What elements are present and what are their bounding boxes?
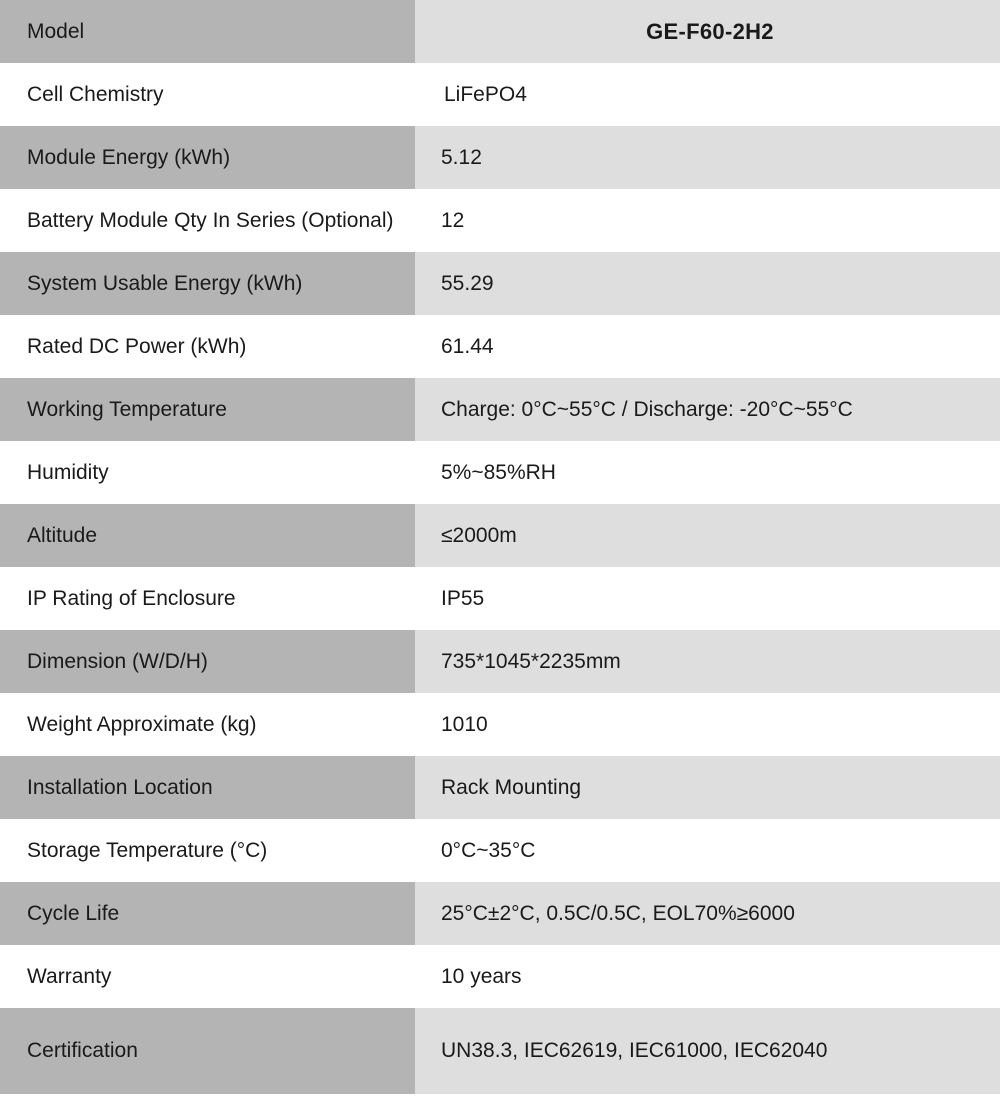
row-label: Installation Location: [0, 756, 415, 819]
row-label: Battery Module Qty In Series (Optional): [0, 189, 415, 252]
row-value: Rack Mounting: [415, 756, 1000, 819]
table-row: [0, 756, 1000, 819]
row-value: 735*1045*2235mm: [415, 630, 1000, 693]
row-label: IP Rating of Enclosure: [0, 567, 415, 630]
row-label: Storage Temperature (°C): [0, 819, 415, 882]
table-row: [0, 189, 1000, 252]
row-label: Module Energy (kWh): [0, 126, 415, 189]
row-value: IP55: [415, 567, 1000, 630]
table-row: [0, 126, 1000, 189]
row-label: System Usable Energy (kWh): [0, 252, 415, 315]
row-value: 0°C~35°C: [415, 819, 1000, 882]
row-label: Working Temperature: [0, 378, 415, 441]
table-row: [0, 567, 1000, 630]
row-label: Certification: [0, 1008, 415, 1094]
table-row: [0, 693, 1000, 756]
row-label: Cell Chemistry: [0, 63, 415, 126]
row-value: 25°C±2°C, 0.5C/0.5C, EOL70%≥6000: [415, 882, 1000, 945]
header-label: Model: [0, 0, 415, 63]
row-label: Rated DC Power (kWh): [0, 315, 415, 378]
table-row: [0, 63, 1000, 126]
table-row: [0, 630, 1000, 693]
model-name: [415, 0, 1000, 63]
row-value: 5%~85%RH: [415, 441, 1000, 504]
table-row: [0, 1008, 1000, 1094]
table-row: [0, 315, 1000, 378]
row-value: LiFePO4: [415, 63, 1000, 126]
model-name-text: GE-F60-2H2: [646, 18, 774, 44]
row-label: Warranty: [0, 945, 415, 1008]
table-row: [0, 378, 1000, 441]
row-label: Cycle Life: [0, 882, 415, 945]
row-label: Weight Approximate (kg): [0, 693, 415, 756]
row-value: 12: [415, 189, 1000, 252]
table-row: [0, 504, 1000, 567]
table-row: [0, 819, 1000, 882]
row-label: Dimension (W/D/H): [0, 630, 415, 693]
table-row: [0, 882, 1000, 945]
row-value: 10 years: [415, 945, 1000, 1008]
row-value: 61.44: [415, 315, 1000, 378]
table-row: [0, 252, 1000, 315]
row-value: 1010: [415, 693, 1000, 756]
table-header-row: [0, 0, 1000, 63]
row-value: 55.29: [415, 252, 1000, 315]
row-value: Charge: 0°C~55°C / Discharge: -20°C~55°C: [415, 378, 1000, 441]
row-value: 5.12: [415, 126, 1000, 189]
row-value: UN38.3, IEC62619, IEC61000, IEC62040: [415, 1008, 1000, 1094]
table-row: [0, 945, 1000, 1008]
table-row: [0, 441, 1000, 504]
row-value: ≤2000m: [415, 504, 1000, 567]
row-label: Humidity: [0, 441, 415, 504]
row-label: Altitude: [0, 504, 415, 567]
